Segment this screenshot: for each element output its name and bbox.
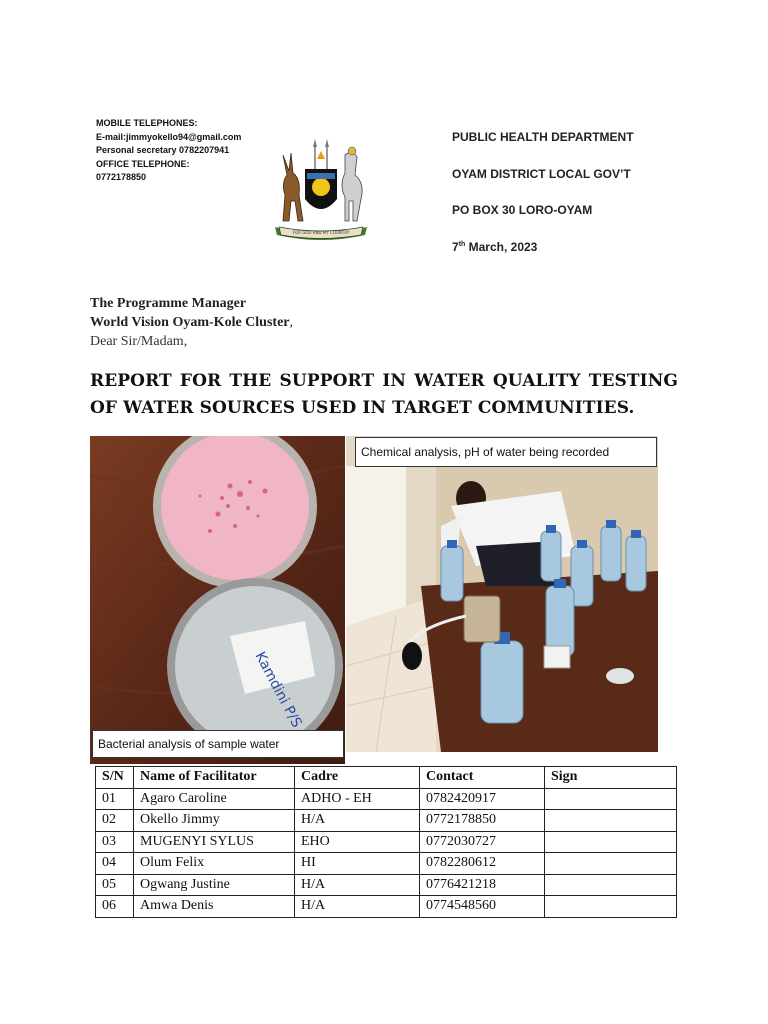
emblem-motto: FOR GOD AND MY COUNTRY [292,230,350,235]
salutation: Dear Sir/Madam, [90,334,188,349]
cell-cadre: H/A [295,810,420,832]
column-header-sn: S/N [96,767,134,789]
column-header-name: Name of Facilitator [134,767,295,789]
column-header-contact: Contact [420,767,545,789]
recipient-block [90,294,293,351]
cell-sn: 04 [96,853,134,875]
contact-line: Personal secretary 0782207941 [96,145,230,155]
po-box: PO BOX 30 LORO-OYAM [452,203,593,217]
bacterial-analysis-caption: Bacterial analysis of sample water [92,730,344,758]
contact-line: OFFICE TELEPHONE: [96,158,190,169]
chemical-analysis-caption: Chemical analysis, pH of water being recorded [355,437,657,467]
cell-sn: 01 [96,788,134,810]
column-header-cadre: Cadre [295,767,420,789]
cell-sn: 06 [96,896,134,918]
cell-name: Olum Felix [134,853,295,875]
cell-name: Ogwang Justine [134,874,295,896]
coat-of-arms-emblem [265,135,377,245]
cell-contact: 0782280612 [420,853,545,875]
bacterial-analysis-photo [90,436,345,764]
cell-name: Amwa Denis [134,896,295,918]
cell-name: MUGENYI SYLUS [134,831,295,853]
cell-contact: 0774548560 [420,896,545,918]
table-row [96,896,677,918]
recipient-title: The Programme Manager [90,296,247,311]
contact-line: MOBILE TELEPHONES: [96,118,198,128]
cell-cadre: H/A [295,896,420,918]
department-name: PUBLIC HEALTH DEPARTMENT [452,130,634,144]
department-address [452,130,634,276]
table-row [96,831,677,853]
cell-sign [545,896,677,918]
table-row [96,810,677,832]
cell-cadre: H/A [295,874,420,896]
letter-date: 7th March, 2023 [452,239,538,254]
cell-sn: 03 [96,831,134,853]
contact-email: E-mail:jimmyokello94@gmail.com [96,131,242,142]
cell-sign [545,788,677,810]
cell-sn: 05 [96,874,134,896]
column-header-sign: Sign [545,767,677,789]
facilitator-table [95,766,677,918]
cell-cadre: ADHO - EH [295,788,420,810]
cell-sign [545,874,677,896]
contact-block [96,117,256,185]
table-row [96,788,677,810]
cell-name: Agaro Caroline [134,788,295,810]
cell-sn: 02 [96,810,134,832]
cell-name: Okello Jimmy [134,810,295,832]
chemical-analysis-photo [346,436,658,752]
cell-sign [545,853,677,875]
district-name: OYAM DISTRICT LOCAL GOV’T [452,166,631,181]
cell-contact: 0772178850 [420,810,545,832]
cell-sign [545,831,677,853]
recipient-organisation: World Vision Oyam-Kole Cluster, [90,315,293,330]
table-header-row [96,767,677,789]
cell-cadre: HI [295,853,420,875]
report-title: REPORT FOR THE SUPPORT IN WATER QUALITY TESTING OF WATER SOURCES USED IN TARGET COMMUNITIES. [90,371,678,418]
cell-cadre: EHO [295,831,420,853]
contact-line: 0772178850 [96,172,147,182]
sample-label: Kamdini P/S [251,649,305,731]
table-row [96,874,677,896]
table-row [96,853,677,875]
cell-sign [545,810,677,832]
cell-contact: 0772030727 [420,831,545,853]
cell-contact: 0776421218 [420,874,545,896]
cell-contact: 0782420917 [420,788,545,810]
